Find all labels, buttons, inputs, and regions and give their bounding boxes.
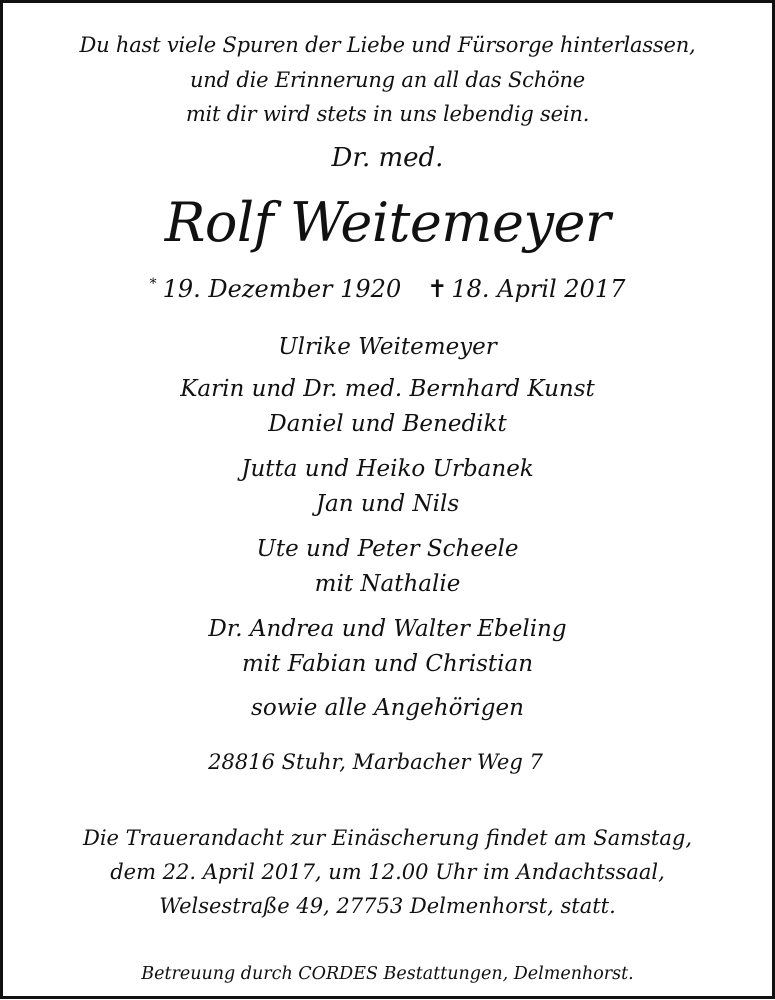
life-dates: [3, 275, 772, 303]
deceased-name: Rolf Weitemeyer: [164, 191, 611, 254]
ceremony-line-3: Welsestraße 49, 27753 Delmenhorst, statt.: [159, 894, 616, 918]
mourner-line-2: Karin und Dr. med. Bernhard Kunst: [180, 376, 595, 402]
ceremony-line-2: dem 22. April 2017, um 12.00 Uhr im Andachtssaal,: [110, 860, 665, 884]
mourner-line-4: Jutta und Heiko Urbanek: [241, 456, 534, 482]
verse-line-2: und die Erinnerung an all das Schöne: [189, 68, 586, 92]
family-address: 28816 Stuhr, Marbacher Weg 7: [208, 750, 543, 774]
funeral-home-credit: Betreuung durch CORDES Bestattungen, Delmenhorst.: [141, 964, 634, 984]
verse-line-3: mit dir wird stets in uns lebendig sein.: [185, 102, 590, 126]
death-cross-icon: ✝: [427, 275, 448, 303]
mourner-line-7: mit Nathalie: [314, 571, 461, 597]
mourner-line-9: mit Fabian und Christian: [241, 651, 534, 677]
mourner-line-5: Jan und Nils: [315, 491, 460, 517]
mourner-line-10: sowie alle Angehörigen: [251, 695, 524, 721]
ceremony-line-1: Die Trauerandacht zur Einäscherung findet am Samstag,: [82, 826, 692, 850]
mourner-line-8: Dr. Andrea und Walter Ebeling: [208, 616, 567, 642]
verse-line-1: Du hast viele Spuren der Liebe und Fürsorge hinterlassen,: [79, 33, 696, 57]
birth-date: 19. Dezember 1920: [162, 275, 402, 303]
mourner-line-1: Ulrike Weitemeyer: [278, 334, 497, 360]
mourner-line-6: Ute und Peter Scheele: [256, 536, 519, 562]
mourner-line-3: Daniel und Benedikt: [268, 411, 507, 437]
birth-star-icon: *: [149, 276, 157, 292]
death-date: 18. April 2017: [451, 275, 626, 303]
deceased-title: Dr. med.: [331, 143, 444, 173]
